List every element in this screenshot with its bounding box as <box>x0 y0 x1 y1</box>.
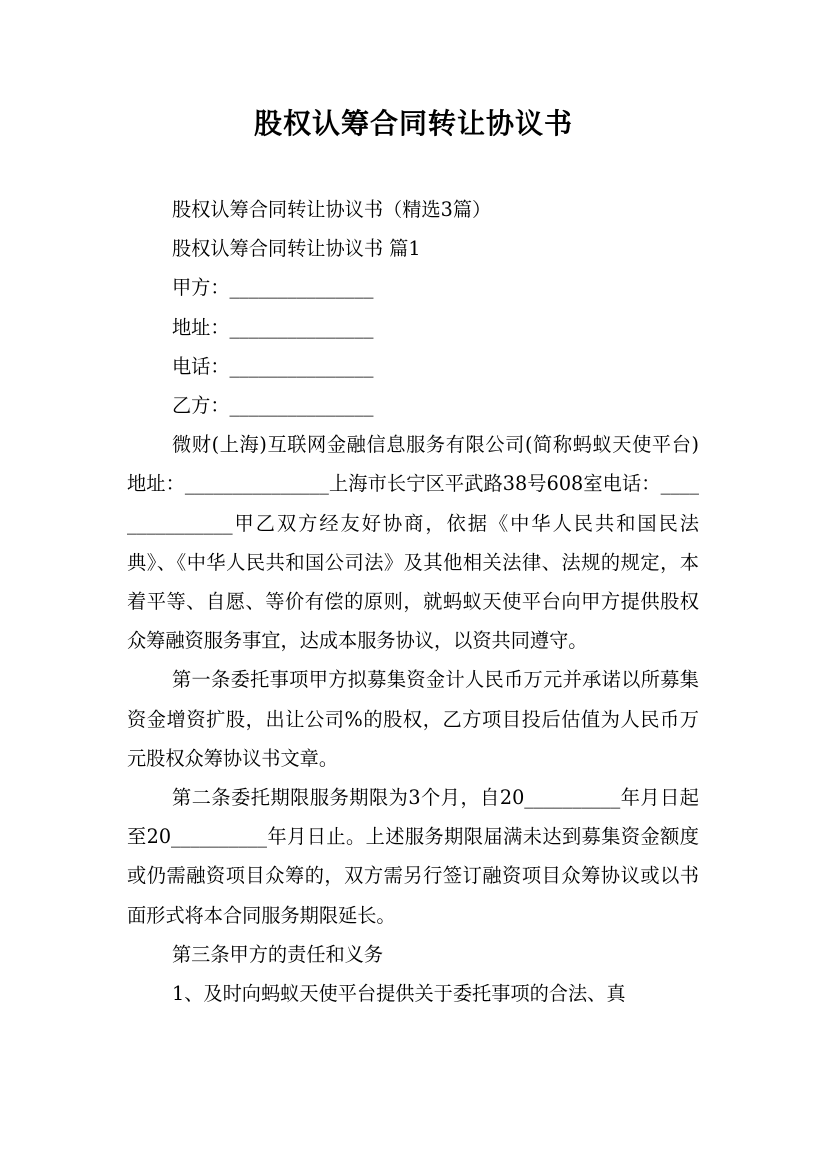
document-title: 股权认筹合同转让协议书 <box>253 107 573 140</box>
article-3-heading: 第三条甲方的责任和义务 <box>172 942 384 966</box>
party-a-line: 甲方：_______________ <box>172 276 374 300</box>
phone-line: 电话：_______________ <box>172 354 374 378</box>
subtitle-line: 股权认筹合同转让协议书（精选3篇） <box>172 198 492 221</box>
article-2-paragraph: 第二条委托期限服务期限为3个月，自20__________年月日起至20__________年月日止。上述服务期限届满未达到募集资金额度或仍需融资项目众筹的，双方需另行签订融资项目众筹协议或以书面形式将本合同服务期限延长。 <box>127 786 699 927</box>
section-heading: 股权认筹合同转让协议书 篇1 <box>172 237 421 261</box>
article-1-paragraph: 第一条委托事项甲方拟募集资金计人民币万元并承诺以所募集资金增资扩股，出让公司%的股权，乙方项目投后估值为人民币万元股权众筹协议书文章。 <box>127 668 699 770</box>
article-3-item-1: 1、及时向蚂蚁天使平台提供关于委托事项的合法、真 <box>172 982 626 1006</box>
document-body <box>127 190 699 1013</box>
intro-paragraph: 微财(上海)互联网金融信息服务有限公司(简称蚂蚁天使平台)地址：_______________上海市长宁区平武路38号608室电话：_______________甲乙双方经友好协商，依据《中华人民共和国民法典》、《中华人民共和国公司法》及其他相关法律、法规的规定，本着平等、自愿、等价有偿的原则，就蚂蚁天使平台向甲方提供股权众筹融资服务事宜，达成本服务协议，以资共同遵守。 <box>127 433 699 653</box>
party-b-line: 乙方：_______________ <box>172 394 374 418</box>
address-line: 地址：_______________ <box>172 315 374 339</box>
